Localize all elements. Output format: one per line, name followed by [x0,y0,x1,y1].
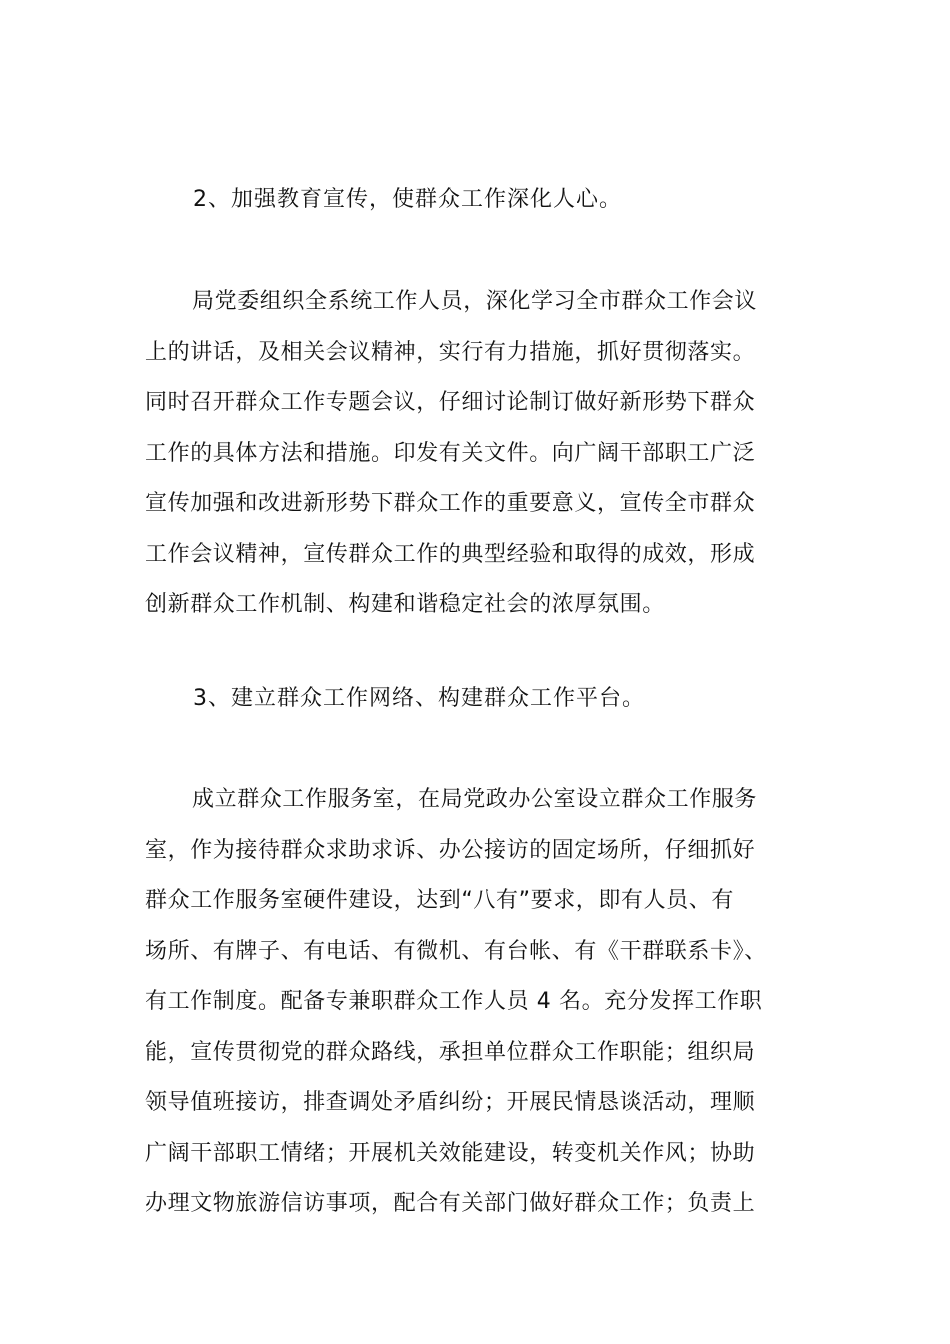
section-2-paragraph [145,277,825,631]
paragraph-line: 局党委组织全系统工作人员，深化学习全市群众工作会议 [192,289,758,314]
paragraph-line: 工作的具体方法和措施。印发有关文件。向广阔干部职工广泛 [145,440,756,466]
paragraph-line: 室，作为接待群众求助求诉、办公接访的固定场所，仔细抓好 [145,837,756,863]
paragraph-line: 宣传加强和改进新形势下群众工作的重要意义，宣传全市群众 [145,491,756,516]
section-2-heading: 2、加强教育宣传，使群众工作深化人心。 [193,187,622,212]
paragraph-line: 场所、有牌子、有电话、有微机、有台帐、有《干群联系卡》、 [145,938,767,964]
paragraph-line: 创新群众工作机制、构建和谐稳定社会的浓厚氛围。 [145,592,665,617]
paragraph-line: 广阔干部职工情绪；开展机关效能建设，转变机关作风；协助 [145,1140,756,1166]
paragraph-line: 领导值班接访，排查调处矛盾纠纷；开展民情恳谈活动，理顺 [145,1090,756,1115]
paragraph-line: 能，宣传贯彻党的群众路线，承担单位群众工作职能；组织局 [145,1039,756,1065]
paragraph-line: 工作会议精神，宣传群众工作的典型经验和取得的成效，形成 [145,541,756,567]
paragraph-line: 成立群众工作服务室，在局党政办公室设立群众工作服务 [192,787,758,812]
paragraph-line: 办理文物旅游信访事项，配合有关部门做好群众工作；负责上 [145,1191,756,1216]
section-3-paragraph [145,775,825,1230]
paragraph-line: 同时召开群众工作专题会议，仔细讨论制订做好新形势下群众 [145,390,756,415]
paragraph-line: 上的讲话，及相关会议精神，实行有力措施，抓好贯彻落实。 [145,339,756,365]
paragraph-line: 群众工作服务室硬件建设，达到“八有”要求，即有人员、有 [145,888,734,913]
section-3-heading: 3、建立群众工作网络、构建群众工作平台。 [193,686,645,711]
paragraph-line: 有工作制度。配备专兼职群众工作人员 4 名。充分发挥工作职 [145,989,763,1014]
